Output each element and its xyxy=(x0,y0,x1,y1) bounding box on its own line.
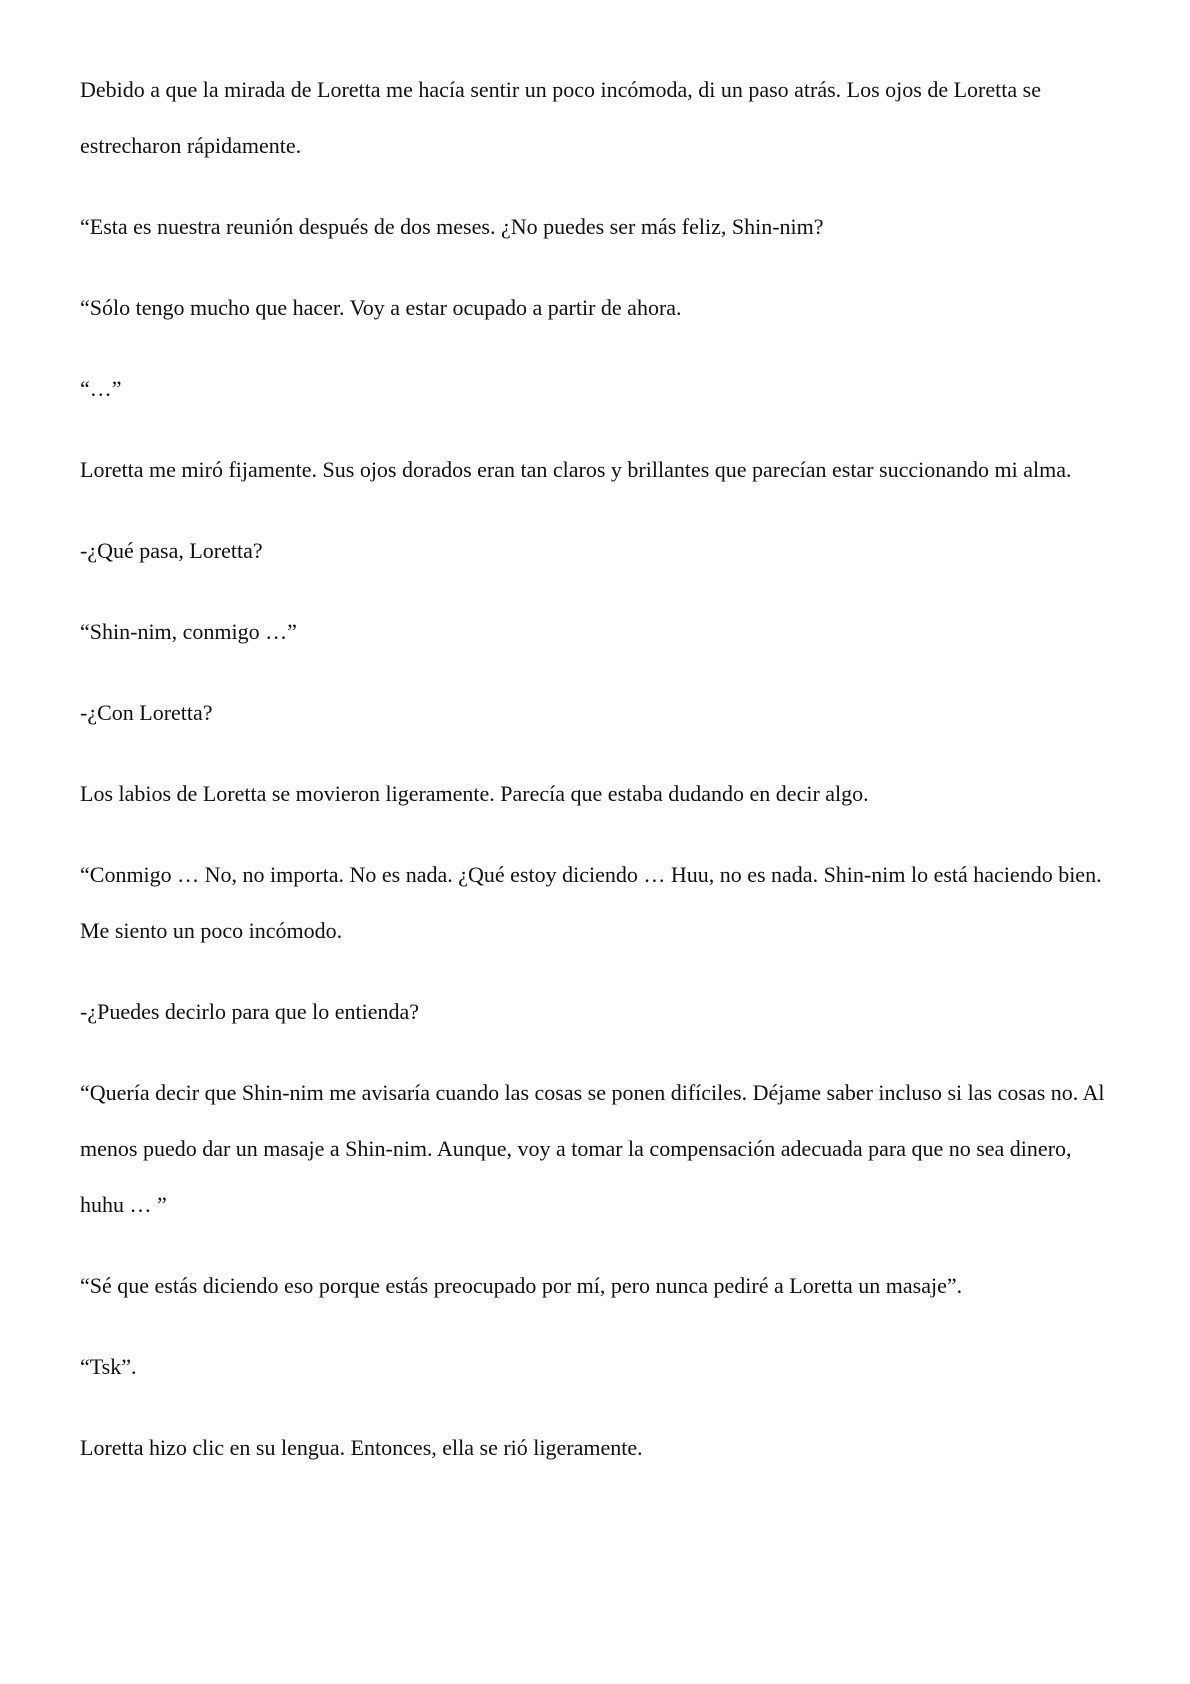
paragraph: “Conmigo … No, no importa. No es nada. ¿Qué estoy diciendo … Huu, no es nada. Shin-nim lo está haciendo bien. Me siento un poco incómodo. xyxy=(80,862,1102,943)
paragraph: “Quería decir que Shin-nim me avisaría cuando las cosas se ponen difíciles. Déjame saber incluso si las cosas no. Al menos puedo dar un masaje a Shin-nim. Aunque, voy a tomar la compensación adecuada para que no sea dinero, huhu … ” xyxy=(80,1080,1105,1217)
paragraph: -¿Con Loretta? xyxy=(80,700,213,725)
paragraph: “…” xyxy=(80,376,122,401)
paragraph: “Sé que estás diciendo eso porque estás preocupado por mí, pero nunca pediré a Loretta un masaje”. xyxy=(80,1273,963,1298)
paragraph: “Tsk”. xyxy=(80,1354,137,1379)
paragraph: -¿Puedes decirlo para que lo entienda? xyxy=(80,999,420,1024)
document-body xyxy=(80,62,1120,1501)
paragraph: “Esta es nuestra reunión después de dos meses. ¿No puedes ser más feliz, Shin-nim? xyxy=(80,214,824,239)
paragraph: Loretta hizo clic en su lengua. Entonces, ella se rió ligeramente. xyxy=(80,1435,643,1460)
paragraph: “Sólo tengo mucho que hacer. Voy a estar ocupado a partir de ahora. xyxy=(80,295,682,320)
paragraph: Los labios de Loretta se movieron ligeramente. Parecía que estaba dudando en decir algo. xyxy=(80,781,869,806)
paragraph: Debido a que la mirada de Loretta me hacía sentir un poco incómoda, di un paso atrás. Los ojos de Loretta se estrecharon rápidamente. xyxy=(80,77,1041,158)
paragraph: Loretta me miró fijamente. Sus ojos dorados eran tan claros y brillantes que parecían estar succionando mi alma. xyxy=(80,457,1072,482)
paragraph: -¿Qué pasa, Loretta? xyxy=(80,538,263,563)
paragraph: “Shin-nim, conmigo …” xyxy=(80,619,297,644)
